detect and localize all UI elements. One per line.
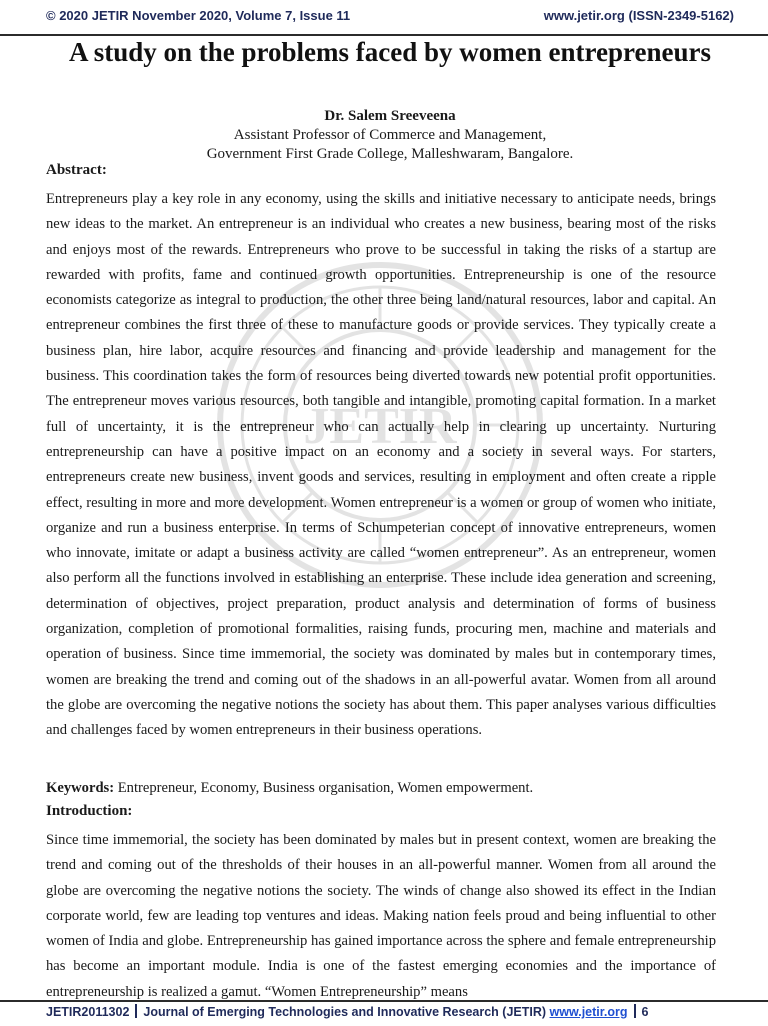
keywords xyxy=(46,778,716,798)
affiliation-line-2: Government First Grade College, Malleshwaram, Bangalore. xyxy=(206,146,574,162)
page-number: 6 xyxy=(641,1005,649,1019)
introduction-text: Since time immemorial, the society has been dominated by males but in present context, women are breaking the trend and coming out of the thresholds of their houses in an all-powerful manner. Women from all around the globe are overcoming the negative notions the society. The winds of change also showed its effect in the Indian corporate world, few are leading top ventures and ideas. Making nation feels proud and being influential to other women of India and globe. Entrepreneurship has gained importance across the sphere and female entrepreneurship has become an important module. India is one of the fastest emerging economies and the importance of entrepreneurship is realized a gamut. “Women Entrepreneurship” means xyxy=(46,832,716,1000)
watermark-text: JETIR xyxy=(303,398,457,455)
journal-site-link[interactable]: www.jetir.org xyxy=(549,1005,628,1019)
author-affiliation xyxy=(40,126,740,164)
footer-divider xyxy=(135,1004,137,1018)
introduction-heading: Introduction: xyxy=(46,803,133,819)
journal-name: Journal of Emerging Technologies and Innovative Research (JETIR) xyxy=(143,1005,547,1019)
page-header xyxy=(0,0,768,36)
journal-issue-info: © 2020 JETIR November 2020, Volume 7, Issue 11 xyxy=(46,8,351,23)
abstract-heading: Abstract: xyxy=(46,162,107,178)
author-name: Dr. Salem Sreeveena xyxy=(324,108,456,124)
keywords-list: Entrepreneur, Economy, Business organisation, Women empowerment. xyxy=(117,780,534,796)
paper-title: A study on the problems faced by women entrepreneurs xyxy=(68,37,711,67)
affiliation-line-1: Assistant Professor of Commerce and Management, xyxy=(233,127,547,143)
journal-website-issn: www.jetir.org (ISSN-2349-5162) xyxy=(543,8,734,23)
footer-info xyxy=(46,1004,649,1019)
paper-id: JETIR2011302 xyxy=(46,1005,130,1019)
footer-divider xyxy=(634,1004,636,1018)
keywords-label: Keywords: xyxy=(46,780,115,796)
abstract-text: Entrepreneurs play a key role in any economy, using the skills and initiative necessary to anticipate needs, brings new ideas to the market. An entrepreneur is an individual who creates a new business, bearing most of the risks and enjoys most of the rewards. Entrepreneurs who prove to be successful in taking the risks of a startup are rewarded with profits, fame and continued growth opportunities. Entrepreneurship is one of the resource economists categorize as integral to production, the other three being land/natural resources, labor and capital. An entrepreneur combines the first three of these to manufacture goods or provide services. They typically create a business plan, hire labor, acquire resources and financing and provide leadership and management for the business. This coordination takes the form of resources being diverted towards new potential profit opportunities. The entrepreneur moves various resources, both tangible and intangible, promoting capital formation. In a market full of uncertainty, it is the entrepreneur who can actually help in clearing up uncertainty. Nurturing entrepreneurship can have a positive impact on an economy and a society in several ways. For starters, entrepreneurs create new business, invent goods and services, resulting in employment and often create a ripple effect, resulting in more and more development. Women entrepreneur is a women or group of women who initiate, organize and run a business enterprise. In terms of Schumpeterian concept of innovative entrepreneurs, women who innovate, imitate or adapt a business activity are called “women entrepreneur”. As an entrepreneur, women also perform all the functions involved in establishing an enterprise. These include idea generation and screening, determination of objectives, project preparation, product analysis and determination of forms of business organization, completion of promotional formalities, raising funds, procuring men, machine and materials and operation of business. Since time immemorial, the society was dominated by males but in contemporary times, women are breaking the trend and coming out of the shadows in an all-powerful avatar. Women from all around the globe are overcoming the negative notions the society has about them. This paper analyses various difficulties and challenges faced by women entrepreneurs in their business operations. xyxy=(46,191,716,739)
